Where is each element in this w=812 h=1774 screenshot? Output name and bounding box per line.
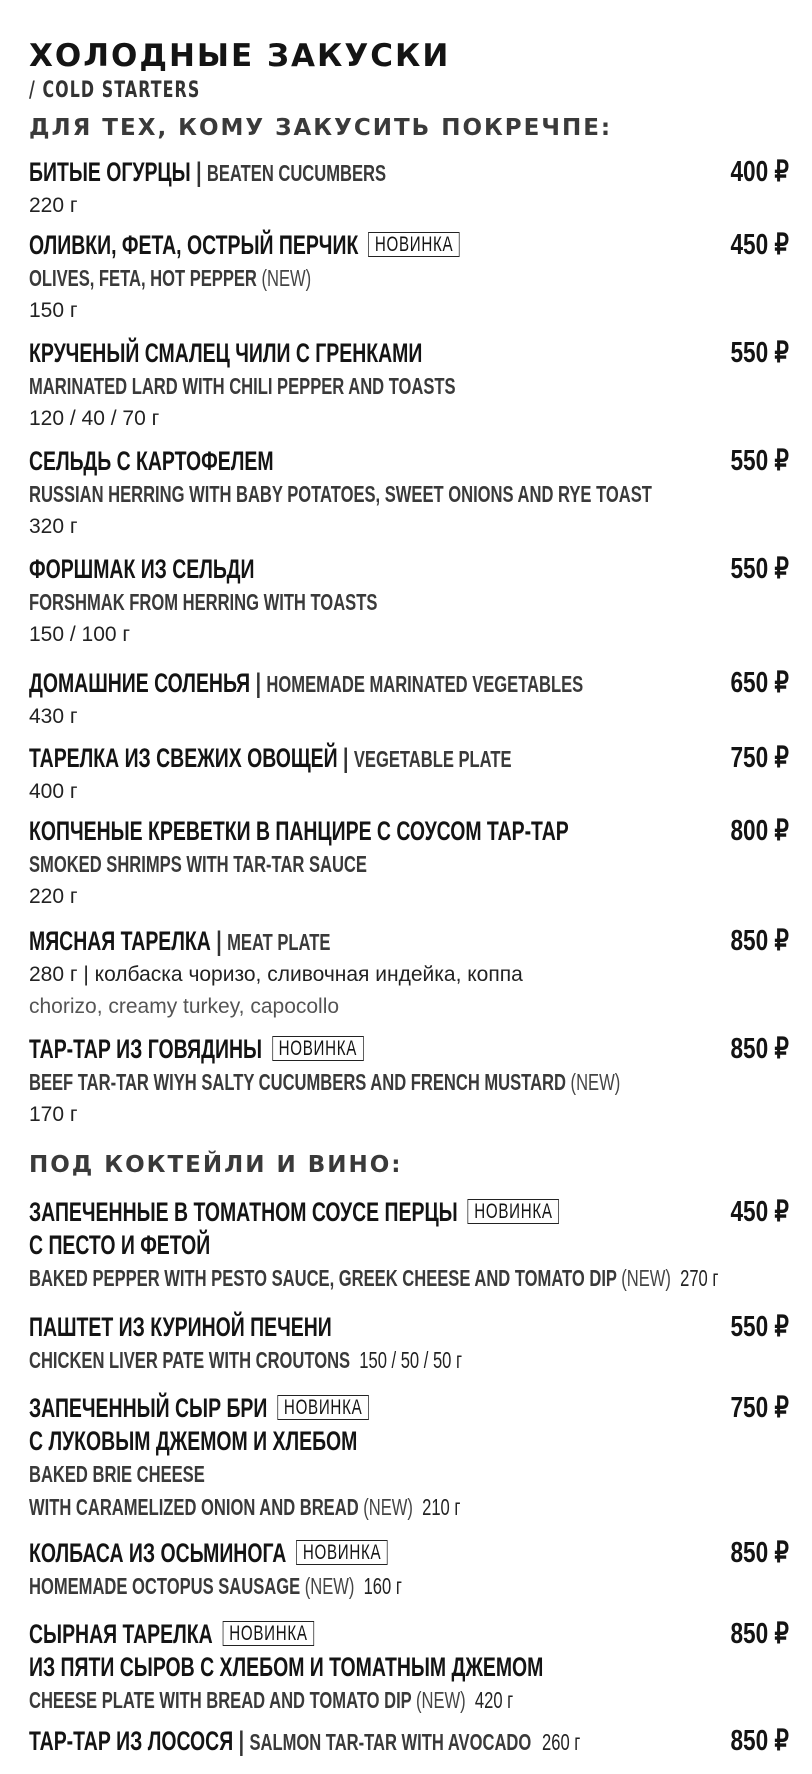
item-name: БИТЫЕ ОГУРЦЫ <box>29 157 191 187</box>
menu-item <box>29 667 793 733</box>
item-name-en: BEEF TAR-TAR WIYH SALTY CUCUMBERS AND FRENCH MUSTARD <box>29 1069 566 1095</box>
item-weight: 420 г <box>474 1687 514 1713</box>
item-price: 850 ₽ <box>730 1033 789 1065</box>
item-name-line2: С ПЕСТО И ФЕТОЙ <box>29 1230 211 1260</box>
new-tag: (NEW) <box>621 1265 671 1291</box>
page-title <box>29 38 450 107</box>
section-heading-wine: ПОД КОКТЕЙЛИ И ВИНО: <box>29 1152 403 1178</box>
item-name-line2: С ЛУКОВЫМ ДЖЕМОМ И ХЛЕБОМ <box>29 1426 358 1456</box>
new-tag: (NEW) <box>570 1069 621 1095</box>
menu-item <box>29 337 793 435</box>
new-badge: НОВИНКА <box>272 1036 363 1061</box>
menu-item <box>29 925 793 1023</box>
menu-item <box>29 1537 793 1603</box>
menu-item <box>29 553 793 651</box>
item-price: 750 ₽ <box>730 742 789 774</box>
separator: | <box>255 668 262 698</box>
item-name: МЯСНАЯ ТАРЕЛКА <box>29 926 211 956</box>
item-weight: 400 г <box>29 780 78 803</box>
separator: | <box>216 926 222 956</box>
menu-item <box>29 1311 793 1377</box>
item-price: 850 ₽ <box>730 1537 789 1569</box>
item-name-line2: ИЗ ПЯТИ СЫРОВ С ХЛЕБОМ И ТОМАТНЫМ ДЖЕМОМ <box>29 1652 544 1682</box>
menu-item <box>29 229 793 327</box>
item-name: ЗАПЕЧЕННЫЕ В ТОМАТНОМ СОУСЕ ПЕРЦЫ <box>29 1197 458 1227</box>
item-price: 450 ₽ <box>730 229 789 261</box>
menu-item <box>29 156 793 222</box>
new-badge: НОВИНКА <box>296 1540 387 1565</box>
item-name: КОЛБАСА ИЗ ОСЬМИНОГА <box>29 1538 287 1568</box>
item-weight: 430 г <box>29 705 78 728</box>
item-name-en: SMOKED SHRIMPS WITH TAR-TAR SAUCE <box>29 851 367 877</box>
menu-item <box>29 1033 793 1131</box>
item-weight: 150 / 100 г <box>29 623 131 646</box>
menu-item <box>29 1618 793 1717</box>
item-weight: 220 г <box>29 885 78 908</box>
item-name-en: SALMON TAR-TAR WITH AVOCADO <box>249 1729 532 1755</box>
item-price: 800 ₽ <box>730 815 789 847</box>
menu-item <box>29 1392 793 1524</box>
item-price: 400 ₽ <box>730 156 789 188</box>
item-name-en: WITH CARAMELIZED ONION AND BREAD <box>29 1494 359 1520</box>
item-name-en: HOMEMADE MARINATED VEGETABLES <box>266 671 584 697</box>
item-weight-description: 280 г | колбаска чоризо, сливочная индейка, коппа <box>29 963 523 986</box>
item-name: КРУЧЕНЫЙ СМАЛЕЦ ЧИЛИ С ГРЕНКАМИ <box>29 338 423 368</box>
separator: | <box>238 1726 245 1756</box>
new-badge: НОВИНКА <box>277 1395 368 1420</box>
section-heading-strong: ДЛЯ ТЕХ, КОМУ ЗАКУСИТЬ ПОКРЕЧПЕ: <box>29 115 613 141</box>
item-name-en: MARINATED LARD WITH CHILI PEPPER AND TOASTS <box>29 373 456 399</box>
menu-item <box>29 1196 793 1295</box>
item-weight: 320 г <box>29 515 78 538</box>
item-name: ПАШТЕТ ИЗ КУРИНОЙ ПЕЧЕНИ <box>29 1312 332 1342</box>
item-weight: 120 / 40 / 70 г <box>29 407 160 430</box>
item-name-en: FORSHMAK FROM HERRING WITH TOASTS <box>29 589 378 615</box>
item-name: ФОРШМАК ИЗ СЕЛЬДИ <box>29 554 255 584</box>
item-name: ОЛИВКИ, ФЕТА, ОСТРЫЙ ПЕРЧИК <box>29 230 359 260</box>
item-price: 550 ₽ <box>730 553 789 585</box>
item-name-en: VEGETABLE PLATE <box>353 746 512 772</box>
item-name: ТАРЕЛКА ИЗ СВЕЖИХ ОВОЩЕЙ <box>29 743 338 773</box>
item-weight: 170 г <box>29 1103 78 1126</box>
item-name: СЫРНАЯ ТАРЕЛКА <box>29 1619 213 1649</box>
new-badge: НОВИНКА <box>368 232 459 257</box>
menu-item <box>29 742 793 808</box>
new-tag: (NEW) <box>363 1494 413 1520</box>
item-weight: 150 г <box>29 299 78 322</box>
item-name-en: RUSSIAN HERRING WITH BABY POTATOES, SWEET ONIONS AND RYE TOAST <box>29 481 652 507</box>
item-price: 650 ₽ <box>730 667 789 699</box>
new-tag: (NEW) <box>416 1687 466 1713</box>
item-name-en: HOMEMADE OCTOPUS SAUSAGE <box>29 1573 301 1599</box>
item-description-en: chorizo, creamy turkey, capocollo <box>29 995 340 1018</box>
menu-item <box>29 1725 793 1759</box>
item-name-en-line1: BAKED BRIE CHEESE <box>29 1461 205 1487</box>
item-price: 550 ₽ <box>730 337 789 369</box>
item-weight: 220 г <box>29 194 78 217</box>
title-en: / COLD STARTERS <box>29 78 201 103</box>
new-tag: (NEW) <box>304 1573 355 1599</box>
item-name-en: BAKED PEPPER WITH PESTO SAUCE, GREEK CHEESE AND TOMATO DIP <box>29 1265 617 1291</box>
item-price: 550 ₽ <box>730 445 789 477</box>
item-name: ТАР-ТАР ИЗ ГОВЯДИНЫ <box>29 1034 263 1064</box>
item-weight: 210 г <box>422 1494 461 1520</box>
item-name: ДОМАШНИЕ СОЛЕНЬЯ <box>29 668 251 698</box>
menu-item <box>29 815 793 913</box>
item-name-en: BEATEN CUCUMBERS <box>206 160 387 186</box>
item-name-en: MEAT PLATE <box>227 929 331 955</box>
item-name: СЕЛЬДЬ С КАРТОФЕЛЕМ <box>29 446 274 476</box>
item-name-en: OLIVES, FETA, HOT PEPPER <box>29 265 257 291</box>
separator: | <box>343 743 349 773</box>
title-ru: ХОЛОДНЫЕ ЗАКУСКИ <box>29 38 451 74</box>
item-price: 750 ₽ <box>730 1392 789 1424</box>
item-price: 450 ₽ <box>730 1196 789 1228</box>
item-price: 550 ₽ <box>730 1311 789 1343</box>
item-name: КОПЧЕНЫЕ КРЕВЕТКИ В ПАНЦИРЕ С СОУСОМ ТАР-ТАР <box>29 816 569 846</box>
new-tag: (NEW) <box>261 265 312 291</box>
item-weight: 260 г <box>542 1729 581 1755</box>
item-price: 850 ₽ <box>730 1618 789 1650</box>
item-name: ТАР-ТАР ИЗ ЛОСОСЯ <box>29 1726 234 1756</box>
menu-item <box>29 445 793 543</box>
item-weight: 160 г <box>363 1573 402 1599</box>
item-price: 850 ₽ <box>730 1725 789 1757</box>
item-price: 850 ₽ <box>730 925 789 957</box>
separator: | <box>196 157 202 187</box>
item-weight: 150 / 50 / 50 г <box>359 1347 463 1373</box>
new-badge: НОВИНКА <box>468 1199 559 1224</box>
item-name: ЗАПЕЧЕННЫЙ СЫР БРИ <box>29 1393 268 1423</box>
item-name-en: CHICKEN LIVER PATE WITH CROUTONS <box>29 1347 351 1373</box>
item-weight: 270 г <box>680 1265 719 1291</box>
item-name-en: CHEESE PLATE WITH BREAD AND TOMATO DIP <box>29 1687 412 1713</box>
new-badge: НОВИНКА <box>223 1621 314 1646</box>
